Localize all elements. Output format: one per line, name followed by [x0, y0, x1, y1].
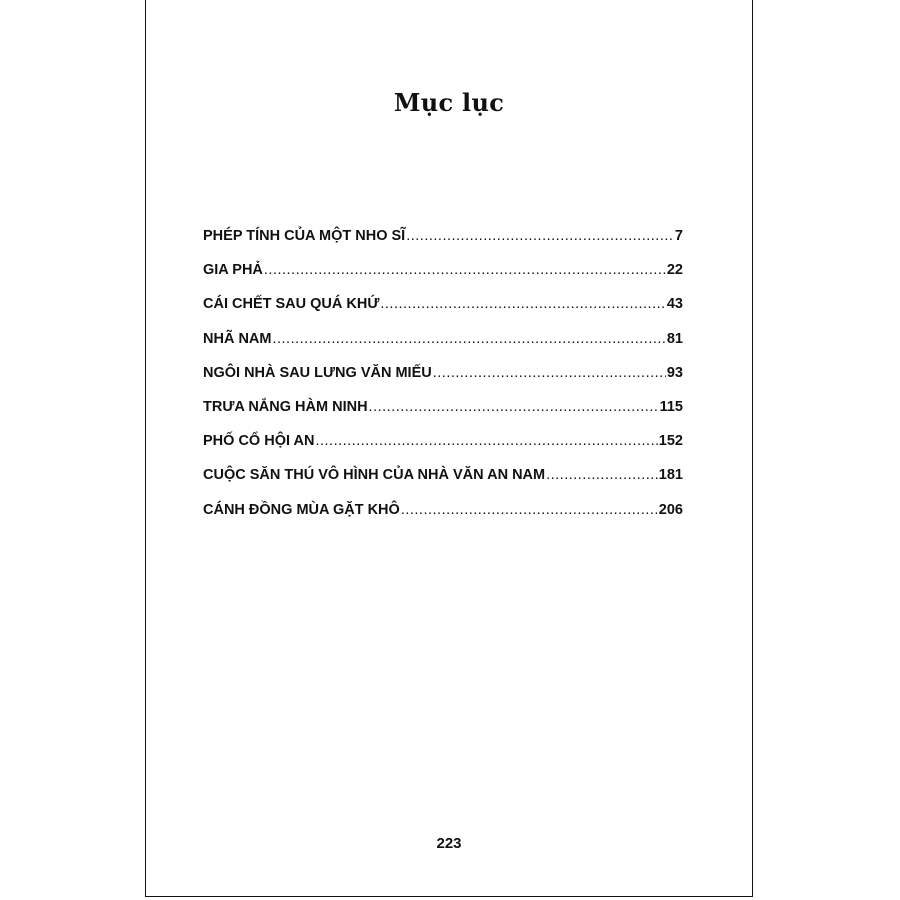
toc-entry: [203, 262, 683, 296]
toc-leader-dots: [264, 262, 666, 278]
toc-entry-title: NHÃ NAM: [203, 330, 272, 347]
toc-entry-title: PHÉP TÍNH CỦA MỘT NHO SĨ: [203, 228, 406, 244]
toc-entry-page: 115: [659, 398, 683, 415]
toc-entry-page: 206: [658, 501, 683, 518]
toc-leader-dots: [406, 228, 674, 244]
toc-entry-title: CÁNH ĐỒNG MÙA GẶT KHÔ: [203, 501, 400, 518]
toc-entry: [203, 433, 683, 467]
toc-leader-dots: [315, 433, 657, 449]
table-of-contents: [203, 228, 683, 536]
toc-entry-page: 81: [666, 330, 683, 347]
toc-entry-page: 93: [666, 364, 683, 381]
toc-entry-page: 152: [658, 433, 683, 450]
toc-entry: [203, 365, 683, 399]
page-number: 223: [436, 835, 462, 852]
toc-entry-title: CUỘC SĂN THÚ VÔ HÌNH CỦA NHÀ VĂN AN NAM: [203, 467, 546, 484]
toc-entry: [203, 399, 683, 433]
page-title: Mục lục: [393, 88, 505, 117]
toc-entry-title: GIA PHẢ: [203, 262, 263, 279]
toc-entry-title: NGÔI NHÀ SAU LƯNG VĂN MIẾU: [203, 364, 432, 381]
toc-leader-dots: [401, 502, 658, 518]
toc-entry: [203, 228, 683, 262]
toc-leader-dots: [546, 467, 658, 483]
toc-entry-page: 22: [666, 262, 683, 279]
toc-entry: [203, 331, 683, 365]
toc-entry-page: 7: [674, 228, 683, 244]
toc-entry-title: PHỐ CỔ HỘI AN: [203, 433, 315, 450]
toc-entry: [203, 502, 683, 536]
toc-leader-dots: [369, 399, 659, 415]
toc-entry-page: 181: [658, 467, 683, 484]
toc-leader-dots: [380, 296, 665, 312]
toc-entry: [203, 467, 683, 501]
toc-entry-title: TRƯA NẮNG HÀM NINH: [203, 398, 368, 415]
toc-entry: [203, 296, 683, 330]
toc-leader-dots: [272, 331, 665, 347]
toc-entry-title: CÁI CHẾT SAU QUÁ KHỨ: [203, 296, 380, 313]
toc-leader-dots: [433, 365, 666, 381]
toc-entry-page: 43: [666, 296, 683, 313]
book-page: [145, 0, 753, 897]
